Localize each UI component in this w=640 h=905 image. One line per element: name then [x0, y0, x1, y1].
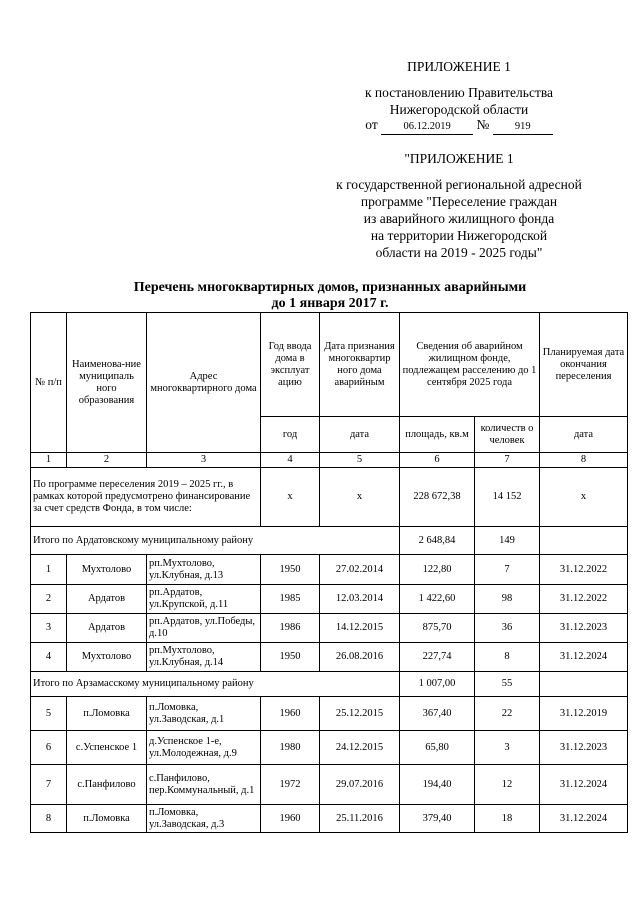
row-planned: 31.12.2024	[540, 765, 628, 805]
row-address: рп.Мухтолово, ул.Клубная, д.13	[147, 555, 261, 585]
row-date: 29.07.2016	[320, 765, 400, 805]
header-num: № п/п	[31, 313, 67, 453]
row-address: п.Ломовка, ул.Заводская, д.1	[147, 697, 261, 731]
program-line: области на 2019 - 2025 годы"	[375, 245, 543, 260]
table-row	[31, 805, 628, 833]
row-planned: 31.12.2022	[540, 585, 628, 614]
row-area: 1 422,60	[400, 585, 475, 614]
row-municipality: с.Успенское 1	[67, 731, 147, 765]
program-total-area: 228 672,38	[400, 468, 475, 527]
row-area: 194,40	[400, 765, 475, 805]
arzamas-total-people: 55	[475, 672, 540, 697]
resolution-line-1: к постановлению Правительства	[364, 85, 554, 100]
arzamas-total-label: Итого по Арзамасскому муниципальному району	[31, 672, 400, 697]
row-year: 1950	[261, 643, 320, 672]
row-address: д.Успенское 1-е, ул.Молодежная, д.9	[147, 731, 261, 765]
table-row	[31, 614, 628, 643]
column-number: 5	[320, 453, 400, 468]
column-number: 8	[540, 453, 628, 468]
resolution-date: 06.12.2019	[381, 120, 473, 135]
row-municipality: Мухтолово	[67, 555, 147, 585]
row-address: рп.Мухтолово, ул.Клубная, д.14	[147, 643, 261, 672]
program-total-row	[31, 468, 628, 527]
column-number: 4	[261, 453, 320, 468]
program-total-year: х	[261, 468, 320, 527]
row-year: 1960	[261, 697, 320, 731]
arzamas-total-row	[31, 672, 628, 697]
row-date: 14.12.2015	[320, 614, 400, 643]
row-date: 12.03.2014	[320, 585, 400, 614]
column-number-row	[31, 453, 628, 468]
row-people: 18	[475, 805, 540, 833]
table-row	[31, 555, 628, 585]
row-area: 367,40	[400, 697, 475, 731]
appendix-title: ПРИЛОЖЕНИЕ 1	[407, 59, 511, 74]
row-people: 12	[475, 765, 540, 805]
ardatov-total-row	[31, 527, 628, 555]
table-row	[31, 697, 628, 731]
row-municipality: п.Ломовка	[67, 697, 147, 731]
list-title-line-2: до 1 января 2017 г.	[271, 296, 389, 311]
row-date: 27.02.2014	[320, 555, 400, 585]
column-number: 1	[31, 453, 67, 468]
row-municipality: Ардатов	[67, 614, 147, 643]
row-address: п.Ломовка, ул.Заводская, д.3	[147, 805, 261, 833]
header-year: Год ввода дома в эксплуат ацию	[261, 313, 320, 417]
program-total-date: х	[320, 468, 400, 527]
resolution-number: 919	[493, 120, 553, 135]
program-total-label: По программе переселения 2019 – 2025 гг., в рамках которой предусмотрено финансирование за счет средств Фонда, в том числе:	[31, 468, 261, 527]
row-people: 98	[475, 585, 540, 614]
table-row	[31, 765, 628, 805]
row-number: 8	[31, 805, 67, 833]
subheader-people: количеств о человек	[475, 417, 540, 453]
row-people: 36	[475, 614, 540, 643]
header-info: Сведения об аварийном жилищном фонде, подлежащем расселению до 1 сентября 2025 года	[400, 313, 540, 417]
program-appendix-title: "ПРИЛОЖЕНИЕ 1	[404, 151, 514, 166]
row-planned: 31.12.2024	[540, 805, 628, 833]
row-planned: 31.12.2022	[540, 555, 628, 585]
row-number: 1	[31, 555, 67, 585]
row-municipality: п.Ломовка	[67, 805, 147, 833]
ardatov-total-label: Итого по Ардатовскому муниципальному району	[31, 527, 400, 555]
row-year: 1960	[261, 805, 320, 833]
table-row	[31, 731, 628, 765]
ardatov-total-area: 2 648,84	[400, 527, 475, 555]
program-description	[300, 176, 618, 261]
row-area: 875,70	[400, 614, 475, 643]
list-title-line-1: Перечень многоквартирных домов, признанных аварийными	[133, 280, 527, 295]
number-sign: №	[476, 117, 490, 132]
row-year: 1950	[261, 555, 320, 585]
program-line: к государственной региональной адресной	[336, 177, 582, 192]
program-line: из аварийного жилищного фонда	[363, 211, 555, 226]
subheader-date: дата	[320, 417, 400, 453]
header-row	[31, 313, 628, 417]
column-number: 7	[475, 453, 540, 468]
row-municipality: Мухтолово	[67, 643, 147, 672]
row-planned: 31.12.2023	[540, 731, 628, 765]
row-planned: 31.12.2023	[540, 614, 628, 643]
row-address: рп.Ардатов, ул.Победы, д.10	[147, 614, 261, 643]
subheader-planned-date: дата	[540, 417, 628, 453]
subheader-year: год	[261, 417, 320, 453]
row-year: 1980	[261, 731, 320, 765]
table-row	[31, 585, 628, 614]
header-address: Адрес многоквартирного дома	[147, 313, 261, 453]
ardatov-total-people: 149	[475, 527, 540, 555]
row-address: с.Панфилово, пер.Коммунальный, д.1	[147, 765, 261, 805]
row-date: 24.12.2015	[320, 731, 400, 765]
arzamas-total-empty	[540, 672, 628, 697]
row-area: 122,80	[400, 555, 475, 585]
row-municipality: Ардатов	[67, 585, 147, 614]
program-line: программе "Переселение граждан	[360, 194, 558, 209]
ardatov-total-empty	[540, 527, 628, 555]
row-number: 3	[31, 614, 67, 643]
row-year: 1972	[261, 765, 320, 805]
header-municipality: Наименова-ние муниципаль ного образования	[67, 313, 147, 453]
header-recognition-date: Дата признания многоквартир ного дома аварийным	[320, 313, 400, 417]
row-planned: 31.12.2019	[540, 697, 628, 731]
header-planned-date: Планируемая дата окончания переселения	[540, 313, 628, 417]
row-people: 7	[475, 555, 540, 585]
row-number: 5	[31, 697, 67, 731]
row-year: 1986	[261, 614, 320, 643]
row-year: 1985	[261, 585, 320, 614]
row-number: 4	[31, 643, 67, 672]
program-total-people: 14 152	[475, 468, 540, 527]
subheader-area: площадь, кв.м	[400, 417, 475, 453]
row-people: 22	[475, 697, 540, 731]
buildings-table	[30, 312, 628, 833]
column-number: 3	[147, 453, 261, 468]
program-line: на территории Нижегородской	[370, 228, 548, 243]
row-date: 25.11.2016	[320, 805, 400, 833]
row-planned: 31.12.2024	[540, 643, 628, 672]
row-people: 8	[475, 643, 540, 672]
row-number: 2	[31, 585, 67, 614]
resolution-date-line	[300, 116, 618, 134]
row-people: 3	[475, 731, 540, 765]
column-number: 6	[400, 453, 475, 468]
row-area: 227,74	[400, 643, 475, 672]
row-date: 26.08.2016	[320, 643, 400, 672]
resolution-line-2: Нижегородской области	[389, 102, 529, 117]
row-area: 65,80	[400, 731, 475, 765]
row-municipality: с.Панфилово	[67, 765, 147, 805]
date-prefix: от	[365, 117, 378, 132]
table-row	[31, 643, 628, 672]
column-number: 2	[67, 453, 147, 468]
row-area: 379,40	[400, 805, 475, 833]
arzamas-total-area: 1 007,00	[400, 672, 475, 697]
list-title	[100, 280, 560, 312]
row-number: 7	[31, 765, 67, 805]
row-address: рп.Ардатов, ул.Крупской, д.11	[147, 585, 261, 614]
row-date: 25.12.2015	[320, 697, 400, 731]
row-number: 6	[31, 731, 67, 765]
program-total-planned: х	[540, 468, 628, 527]
